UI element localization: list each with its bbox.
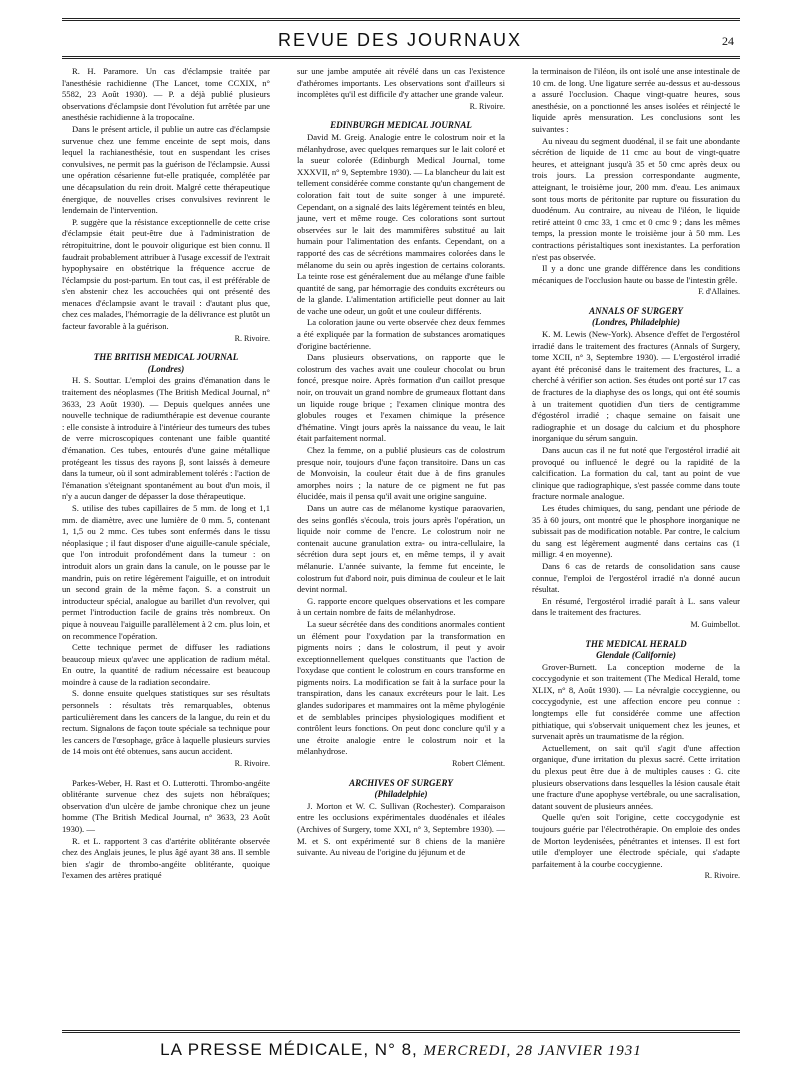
article-greig-para: Dans un autre cas de mélanome kystique paraovarien, des seins gonflés s'écoula, trois jours après l'opération, un liquide noir comme de l'encre. Le colostrum noir ne contenait aucune granulation extra- ou intra-cellulaire, la sécrétion dura sept jours et, en même temps, il y avait mélanurie. L'année suivante, la femme fut enceinte, le colostrum fut d'abord noir, puis diminua de couleur et le lait devint normal. [297, 502, 505, 595]
footer-date: MERCREDI, 28 JANVIER 1931 [423, 1043, 642, 1059]
article-lewis-para: Dans 6 cas de retards de consolidation sans cause connue, l'emploi de l'ergostérol irradié n'a donné aucun résultat. [532, 560, 740, 595]
section-title: THE BRITISH MEDICAL JOURNAL [93, 352, 239, 363]
article-continuation: la terminaison de l'iléon, ils ont isolé une anse intestinale de 10 cm. de long. Une ligature serrée au-dessus et au-dessous a assuré l'occlusion. Chaque vingt-quatre heures, sous anesthésie, on a ponctionné les anses isolées et réinjecté le liquide après mensuration. Les conclusions sont les suivantes : [532, 66, 740, 134]
page-footer [62, 1040, 740, 1060]
article-lewis-para: En résumé, l'ergostérol irradié paraît à L. sans valeur dans le traitement des fractures. [532, 595, 740, 618]
article-souttar-para: S. utilise des tubes capillaires de 5 mm. de long et 1,1 mm. de diamètre, avec une lumière de 0 mm. 5, contenant 1, 1,5 ou 2 mmc. Ces tubes sont enfermés dans le tissu néoplasique ; il faut disposer d'une aiguille-canule spéciale, que l'on introduit profondément dans la tumeur : on introduit alors un grain dans la canule, on le pousse par le mandrin, puis on retire légèrement l'aiguille, et on introduit un second grain de la même façon. S. a construit un introducteur spécial, analogue au barillet d'un revolver, qui permet l'introduction facile de grains très nombreux. On pique à nouveau l'aiguille parallèlement à 2 cm. plus loin, et on recommence l'opération. [62, 502, 270, 641]
article-morton-head: J. Morton et W. C. Sullivan (Rochester). Comparaison entre les occlusions expérimentales duodénales et iléales (Archives of Surgery, tome XXI, n° 3, Septembre 1930). — M. et S. ont expérimenté sur 8 chiens de la manière suivante. Au niveau de l'origine du jéjunum et de [297, 800, 505, 858]
signature: F. d'Allaines. [698, 287, 740, 297]
article-paramore-para: Dans le présent article, il publie un autre cas d'éclampsie survenue chez une femme enceinte de sept mois, dans lequel la rachianesthésie, tout en suspendant les crises convulsives, ne permit pas la guérison de l'éclampsie. Aussi une opération césarienne fut-elle pratiquée, complétée par une décapsulation du rein droit. Malgré cette thérapeutique énergique, de nouvelles crises convulsives revinrent le lendemain de l'intervention. [62, 123, 270, 216]
signature: R. Rivoire. [469, 101, 505, 111]
signature: Robert Clément. [452, 759, 505, 769]
article-greig-para: La sueur sécrétée dans des conditions anormales contient un élément pour l'oxydation par la transformation en pigments noirs ; dans le colostrum, il peut y avoir exceptionnellement quelques constituants que l'action de l'oxydase que contient le colostrum en cours transforme en pigments noirs. La modification se fait à la surface pour la transpiration, dans les canaux excréteurs pour le lait. Les glandes sudoripares et mammaires ont la même phylogénie et de semblables principes physiologiques modifient et contrôlent leurs fonctions. On peut donc conclure qu'il y a une étroite analogie entre le colostrum noir et la mélanhydrose. [297, 618, 505, 757]
article-greig-para: Dans plusieurs observations, on rapporte que le colostrum des vaches avait une couleur chocolat ou brun foncé, presque noire. Après formation d'un caillot presque noir, on trouvait un grand nombre de grumeaux flottant dans un liquide rouge brique ; l'examen clinique montra des globules rouges et l'examen chimique la présence d'hématine. Vingt jours après la naissance du veau, le lait était parfaitement normal. [297, 352, 505, 444]
section-place: (Londres) [147, 363, 185, 374]
article-souttar-para: S. donne ensuite quelques statistiques sur ses résultats personnels : résultats très remarquables, obtenus particulièrement dans les cancers de la langue, du rein et du rectum. Signalons de façon toute spéciale sa technique pour les cancers de l'œsophage, grâce à laquelle plusieurs survies de 14 mois ont été obtenues, sans aucun accident. [62, 688, 270, 757]
article-lewis-para: Les études chimiques, du sang, pendant une période de 35 à 60 jours, ont montré que le phosphore inorganique ne subissait pas de modification notable. Par contre, le calcium du sang est légèrement augmenté dans certains cas (1 milligr. 4 en moyenne). [532, 502, 740, 560]
article-continuation: sur une jambe amputée ait révélé dans un cas l'existence d'athéromes importants. Les observations sont d'ailleurs si incomplètes qu'il est difficile d'y attacher une grande valeur. [297, 66, 505, 100]
article-parkes-weber-para: R. et L. rapportent 3 cas d'artérite oblitérante observée chez des Anglais jeunes, le plus âgé ayant 38 ans. Il semble bien s'agir de thrombo-angéite oblitérante, quoique l'examen des artères pratiqué [62, 835, 270, 881]
article-souttar-para: Cette technique permet de diffuser les radiations beaucoup mieux qu'avec une application de radium métal. En outre, la quantité de radium nécessaire est beaucoup moindre à cause de la radiation secondaire. [62, 642, 270, 687]
article-greig-para: Chez la femme, on a publié plusieurs cas de colostrum presque noir, toujours d'une façon transitoire. Dans un cas de Monvoisin, la couleur était due à de fins granules amorphes noirs ; la nature de ce pigment ne fut pas élucidée, mais il pensa qu'il avait une origine sanguine. [297, 445, 505, 502]
section-place: Glendale (Californie) [596, 650, 676, 661]
signature: R. Rivoire. [234, 759, 270, 769]
article-grover-burnett-para: Actuellement, on sait qu'il s'agit d'une affection organique, d'une irritation du plexus sacré. Cette irritation du plexus peut être due à de multiples causes : G. cite plusieurs observations dans lesquelles la lésion causale était une fracture d'une apophyse vertébrale, ou une sacralisation, datant souvent de plusieurs années. [532, 742, 740, 811]
column-2 [297, 66, 505, 859]
article-lewis-head: K. M. Lewis (New-York). Absence d'effet de l'ergostérol irradié dans le traitement des fractures (Annals of Surgery, tome XCII, n° 3, Septembre 1930). — L'ergostérol irradié ayant été préconisé dans le traitement des fractures, L. a cherché à vérifier son action. Ses études ont porté sur 17 cas de fractures de la diaphyse des os longs, qui ont été soumis à un traitement quotidien d'un tiers de centigramme d'égostérol irradié ; chaque semaine on faisait une radiographie et un dosage du calcium et du phosphore inorganique du sérum sanguin. [532, 329, 740, 444]
article-greig-para: G. rapporte encore quelques observations et les compare à un certain nombre de faits de mélanhydrose. [297, 595, 505, 618]
signature: R. Rivoire. [704, 871, 740, 881]
article-souttar-head: H. S. Souttar. L'emploi des grains d'émanation dans le traitement des néoplasmes (The British Medical Journal, n° 3633, 23 Août 1930). — Depuis quelques années une nouvelle technique de radiumthérapie est devenue courante : elle consiste à introduire à l'intérieur des tumeurs des tubes de verre microscopiques contenant une faible quantité d'émanation. Ces tubes, entourés d'une gaine métallique protégeant les tissus des rayons β, sont laissés à demeure dans la tumeur, où il sont admirablement tolérés : l'action de l'émanation s'éteignant spontanément au bout d'un mois, il n'y a aucun danger de dépasser la dose thérapeutique. [62, 375, 270, 502]
signature: R. Rivoire. [234, 333, 270, 343]
article-greig-head: David M. Greig. Analogie entre le colostrum noir et la mélanhydrose, avec quelques remarques sur le lait coloré et la sueur colorée (Edinburgh Medical Journal, tome XXXVII, n° 9, Septembre 1930). — La blancheur du lait est tellement considérée comme constante qu'un changement de coloration fait tout de suite songer à une impureté. Cependant, on a signalé des laits légèrement teintés en bleu, jaune, vert et même rouge. Ces colorations sont surtout observées sur le lait des mammifères substitué au lait humain pour l'alimentation des enfants. Cependant, on a rapporté des cas de sécrétions mammaires colorées dans le mélanome du sein ou après ingestion de certains colorants. La teinte rose est généralement due au mélange d'une faible quantité de sang, par hémorragie des conduits excréteurs ou de la glande. L'alimentation artificielle peut donner au lait de vache une odeur, un goût et une couleur différents. [297, 131, 505, 316]
article-morton-para: Au niveau du segment duodénal, il se fait une abondante sécrétion de liquide de 11 cmc au bout de vingt-quatre heures, et atteignant jusqu'à 35 et 50 cmc après deux ou trois jours. La pression correspondante augmente, atteignant, le troisième jour, 200 mm. d'eau. Les animaux sont tous morts de péritonite par rupture ou fissuration du duodénum. Au contraire, au niveau de l'iléon, le liquide retiré atteint 0 cmc 33, 1 cmc et 0 cmc 9 ; dans les mêmes temps, la pression monte le troisième jour à 50 mm. Les contractions péristaltiques sont inexistantes. La perforation n'est pas observée. [532, 135, 740, 262]
header-top-rule [62, 18, 740, 21]
article-lewis-para: Dans aucun cas il ne fut noté que l'ergostérol irradié ait provoqué ou influencé le degré ou la rapidité de la calcification. La formation du cal, tant au point de vue clinique que radiographique, s'est passée comme dans toute fracture normale analogue. [532, 445, 740, 502]
article-morton-para: Il y a donc une grande différence dans les conditions mécaniques de l'occlusion haute ou basse de l'intestin grêle. [532, 263, 740, 285]
column-3 [532, 66, 740, 890]
article-greig-para: La coloration jaune ou verte observée chez deux femmes a été expliquée par la formation de substances aromatiques d'origine bactérienne. [297, 317, 505, 351]
article-paramore-para: P. suggère que la résistance exceptionnelle de cette crise d'éclampsie était peut-être due à l'administration de rétropituitrine, dont le pouvoir oligurique est bien connu. Il faudrait probablement attribuer à l'usage excessif de l'extrait hypophysaire en obstétrique la fréquence accrue de l'éclampsie du post-partum. En tout cas, il est préférable de s'en abstenir chez les accouchées qui ont présenté des menaces d'éclampsie avant le travail : d'autant plus que, chez ces malades, l'hémorragie de la délivrance est plutôt un facteur favorable à la guérison. [62, 216, 270, 332]
article-parkes-weber-head: Parkes-Weber, H. Rast et O. Lutterotti. Thrombo-angéite oblitérante survenue chez des sujets non hébraïques; observation d'un ulcère de jambe chronique chez un jeune homme (The British Medical Journal, n° 3633, 23 Août 1930). — [62, 777, 270, 834]
page-number: 24 [722, 34, 734, 48]
section-place: (Londres, Philadelphie) [592, 317, 680, 328]
section-title: EDINBURGH MEDICAL JOURNAL [330, 120, 472, 131]
footer-rule [62, 1030, 740, 1033]
footer-journal: LA PRESSE MÉDICALE, N° 8, [160, 1040, 418, 1059]
section-title: ARCHIVES OF SURGERY [349, 777, 453, 788]
article-grover-burnett-para: Quelle qu'en soit l'origine, cette coccygodynie est toujours guérie par l'électrothérapie. On emploie des ondes de Morton leydenisées, pénétrantes et intenses. Il est fort utile d'employer une électrode spéciale, qui s'adapte parfaitement à la courbe coccygienne. [532, 812, 740, 869]
section-title: THE MEDICAL HERALD [585, 638, 687, 649]
article-grover-burnett-head: Grover-Burnett. La conception moderne de la coccygodynie et son traitement (The Medical Herald, tome XLIX, n° 8, Août 1930). — La névralgie coccygienne, ou coccygodynie, est une affection encore peu connue : longtemps elle fut considérée comme une affection pithiatique, qui s'observait uniquement chez les jeunes, et survenait après un traumatisme de la région. [532, 661, 740, 742]
running-header-title: REVUE DES JOURNAUX [277, 30, 523, 50]
section-place: (Philadelphie) [374, 789, 428, 800]
signature: M. Guimbellot. [690, 619, 740, 629]
article-paramore-head: R. H. Paramore. Un cas d'éclampsie traitée par l'anesthésie rachidienne (The Lancet, tome CCXIX, n° 5582, 23 Août 1930). — P. a déjà publié plusieurs observations d'éclampsie dont l'évolution fut arrêtée par une anesthésie rachidienne à la tropocaïne. [62, 66, 270, 123]
column-1 [62, 66, 270, 882]
section-title: ANNALS OF SURGERY [589, 305, 683, 316]
header-bottom-rule [62, 56, 740, 59]
